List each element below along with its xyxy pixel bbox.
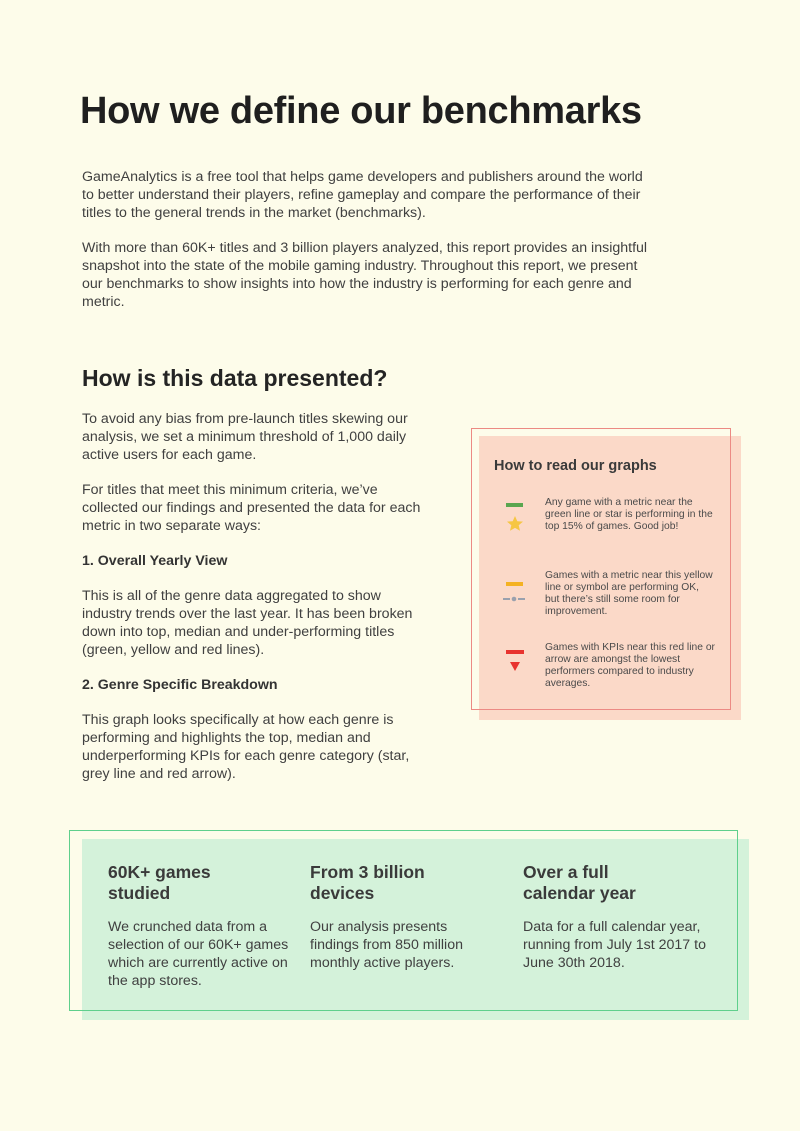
yearly-view-heading: 1. Overall Yearly View bbox=[82, 553, 228, 569]
stat-devices-title: From 3 billion devices bbox=[310, 862, 425, 903]
legend-icons-median bbox=[503, 581, 527, 605]
legend-item-top bbox=[545, 497, 715, 533]
legend-icons-top bbox=[504, 502, 526, 536]
genre-breakdown-paragraph: This graph looks specifically at how each genre is performing and highlights the top, median and underperforming KPIs for each genre category (star, grey line and red arrow). bbox=[82, 712, 410, 782]
page-title: How we define our benchmarks bbox=[80, 90, 642, 132]
data-presentation-text bbox=[82, 410, 432, 800]
intro-section bbox=[82, 168, 652, 328]
legend-item-low bbox=[545, 642, 715, 690]
yearly-view-paragraph: This is all of the genre data aggregated to show industry trends over the last year. It has been broken down into top, median and under-performing titles (green, yellow and red lines). bbox=[82, 588, 413, 658]
threshold-paragraph: To avoid any bias from pre-launch titles skewing our analysis, we set a minimum threshold of 1,000 daily active users for each game. bbox=[82, 411, 408, 463]
intro-paragraph-2: With more than 60K+ titles and 3 billion players analyzed, this report provides an insightful snapshot into the state of the mobile gaming industry. Throughout this report, we present our benchmarks to show insights into how the industry is performing for each genre and metric. bbox=[82, 240, 648, 310]
legend-item-median bbox=[545, 570, 715, 618]
legend-title: How to read our graphs bbox=[494, 458, 657, 474]
red-line-icon bbox=[506, 650, 524, 654]
green-line-icon bbox=[506, 503, 523, 507]
star-icon bbox=[507, 516, 523, 531]
stat-games-title: 60K+ games studied bbox=[108, 862, 211, 903]
legend-item-median-text: Games with a metric near this yellow line or symbol are performing OK, but there’s still some room for improvement. bbox=[545, 570, 713, 617]
section-title: How is this data presented? bbox=[82, 365, 388, 391]
stat-devices bbox=[310, 862, 495, 972]
legend-item-low-text: Games with KPIs near this red line or arrow are amongst the lowest performers compared to industry averages. bbox=[545, 642, 715, 689]
genre-breakdown-heading: 2. Genre Specific Breakdown bbox=[82, 677, 278, 693]
stat-devices-text: Our analysis presents findings from 850 million monthly active players. bbox=[310, 919, 463, 971]
stat-calendar-title: Over a full calendar year bbox=[523, 862, 636, 903]
stat-calendar-text: Data for a full calendar year, running from July 1st 2017 to June 30th 2018. bbox=[523, 919, 706, 971]
stat-games-text: We crunched data from a selection of our 60K+ games which are currently active on the app stores. bbox=[108, 919, 289, 989]
legend-item-top-text: Any game with a metric near the green line or star is performing in the top 15% of games. Good job! bbox=[545, 497, 713, 532]
yellow-line-icon bbox=[506, 582, 523, 586]
stat-calendar bbox=[523, 862, 713, 972]
grey-dashed-line-icon bbox=[503, 597, 525, 602]
legend-icons-low bbox=[505, 649, 527, 673]
stat-games bbox=[108, 862, 298, 990]
intro-paragraph-1: GameAnalytics is a free tool that helps game developers and publishers around the world to better understand their players, refine gameplay and compare the performance of their titles to the general trends in the market (benchmarks). bbox=[82, 169, 643, 221]
criteria-paragraph: For titles that meet this minimum criteria, we’ve collected our findings and presented the data for each metric in two separate ways: bbox=[82, 482, 421, 534]
red-arrow-icon bbox=[510, 662, 520, 671]
